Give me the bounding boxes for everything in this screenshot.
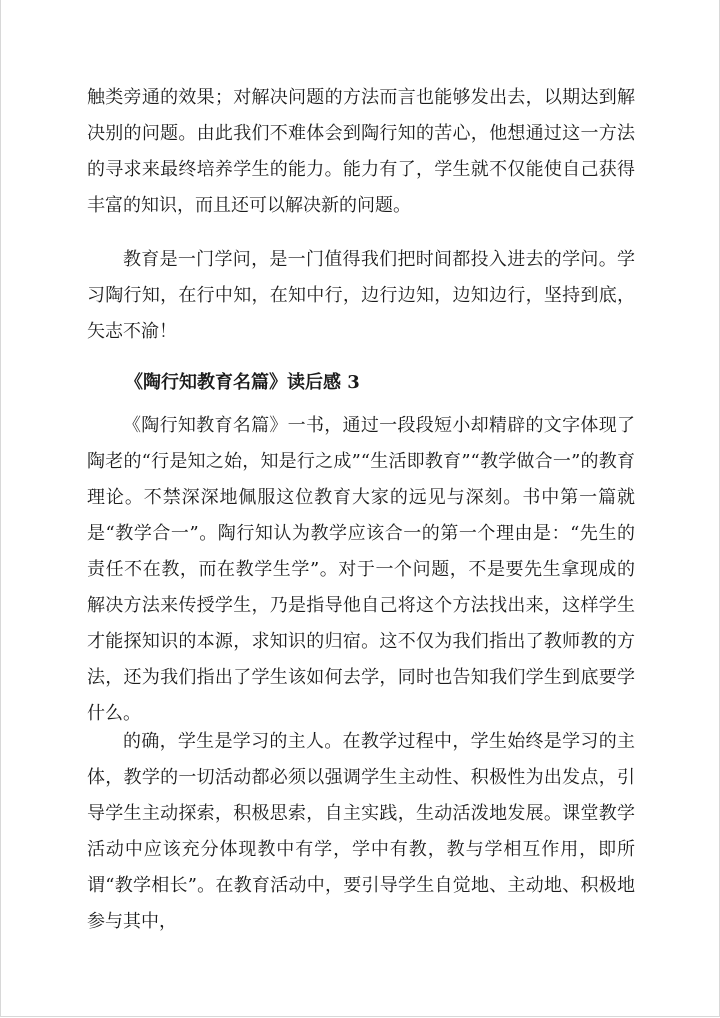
paragraph-2: 教育是一门学问，是一门值得我们把时间都投入进去的学问。学习陶行知，在行中知，在知中行，边行边知，边知边行，坚持到底，矢志不渝！ <box>87 249 635 342</box>
section-heading: 《陶行知教育名篇》读后感 3 <box>125 372 360 393</box>
paragraph-1: 触类旁通的效果；对解决问题的方法而言也能够发出去，以期达到解决别的问题。由此我们不难体会到陶行知的苦心，他想通过这一方法的寻求来最终培养学生的能力。能力有了，学生就不仅能使自己获得丰富的知识，而且还可以解决新的问题。 <box>87 87 635 216</box>
paragraph-4: 的确，学生是学习的主人。在教学过程中，学生始终是学习的主体，教学的一切活动都必须以强调学生主动性、积极性为出发点，引导学生主动探索，积极思索，自主实践，生动活泼地发展。课堂教学活动中应该充分体现教中有学，学中有教，教与学相互作用，即所谓“教学相长”。在教育活动中，要引导学生自觉地、主动地、积极地参与其中， <box>87 731 635 932</box>
paragraph-3: 《陶行知教育名篇》一书，通过一段段短小却精辟的文字体现了陶老的“行是知之始，知是行之成”“生活即教育”“教学做合一”的教育理论。不禁深深地佩服这位教育大家的远见与深刻。书中第一篇就是“教学合一”。陶行知认为教学应该合一的第一个理由是：“先生的责任不在教，而在教学生学”。对于一个问题，不是要先生拿现成的解决方法来传授学生，乃是指导他自己将这个方法找出来，这样学生才能探知识的本源，求知识的归宿。这不仅为我们指出了教师教的方法，还为我们指出了学生该如何去学，同时也告知我们学生到底要学什么。 <box>87 415 635 724</box>
